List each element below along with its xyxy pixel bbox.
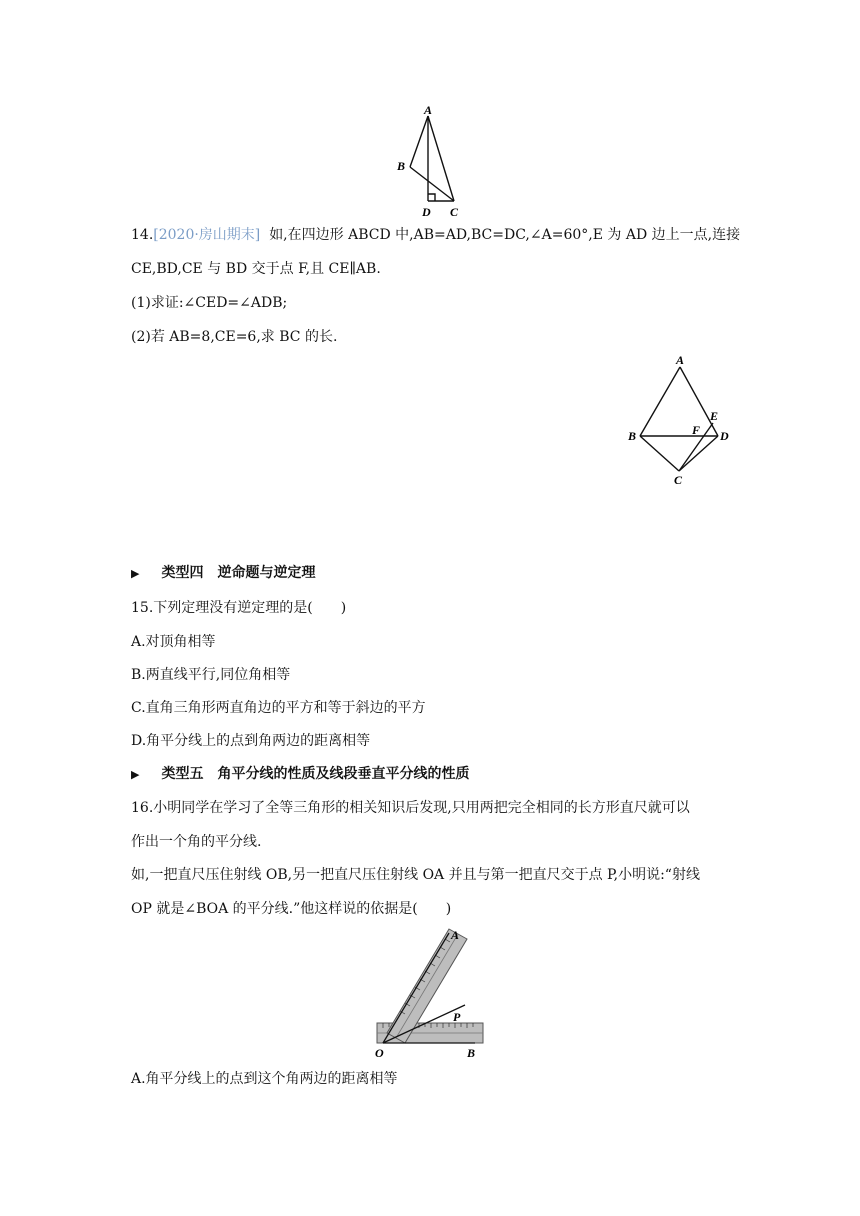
question-14-line-1 bbox=[131, 225, 740, 245]
question-source: [2020·房山期末] bbox=[153, 227, 261, 243]
point-label-b: B bbox=[397, 159, 406, 173]
question-16-line-4: OP 就是∠BOA 的平分线.”他这样说的依据是( ) bbox=[131, 901, 452, 917]
point-label-a: A bbox=[424, 103, 433, 117]
question-16-option-a: A.角平分线上的点到这个角两边的距离相等 bbox=[131, 1071, 398, 1087]
question-16-line-3: 如,一把直尺压住射线 OB,另一把直尺压住射线 OA 并且与第一把直尺交于点 P,小明说:“射线 bbox=[131, 867, 700, 883]
point-label-c: C bbox=[674, 473, 683, 487]
question-16-line-1: 16.小明同学在学习了全等三角形的相关知识后发现,只用两把完全相同的长方形直尺就可以 bbox=[131, 800, 690, 816]
rulers-figure-16 bbox=[365, 925, 495, 1063]
question-14-line-2: CE,BD,CE 与 BD 交于点 F,且 CE∥AB. bbox=[131, 261, 381, 277]
section-title: 类型四 逆命题与逆定理 bbox=[161, 565, 316, 581]
section-heading-type-5 bbox=[131, 764, 469, 785]
point-label-d: D bbox=[422, 205, 431, 219]
point-label-d: D bbox=[720, 429, 729, 443]
question-number: 14. bbox=[131, 227, 154, 243]
question-15-option-c: C.直角三角形两直角边的平方和等于斜边的平方 bbox=[131, 700, 426, 716]
point-label-b: B bbox=[628, 429, 637, 443]
triangle-figure-13 bbox=[390, 100, 470, 220]
question-14-part-2: (2)若 AB=8,CE=6,求 BC 的长. bbox=[131, 329, 338, 345]
quadrilateral-figure-14 bbox=[620, 350, 740, 490]
section-heading-type-4 bbox=[131, 563, 315, 584]
point-label-o: O bbox=[375, 1046, 384, 1060]
point-label-b: B bbox=[467, 1046, 476, 1060]
triangle-bullet-icon: ▶ bbox=[131, 768, 140, 781]
triangle-bullet-icon: ▶ bbox=[131, 567, 140, 580]
point-label-c: C bbox=[450, 205, 459, 219]
question-text: 如,在四边形 ABCD 中,AB=AD,BC=DC,∠A=60°,E 为 AD 边上一点,连接 bbox=[269, 227, 741, 243]
point-label-e: E bbox=[710, 409, 719, 423]
question-15-option-a: A.对顶角相等 bbox=[131, 634, 216, 650]
section-title: 类型五 角平分线的性质及线段垂直平分线的性质 bbox=[161, 766, 470, 782]
question-15-option-b: B.两直线平行,同位角相等 bbox=[131, 667, 291, 683]
point-label-p: P bbox=[453, 1010, 461, 1024]
question-15-option-d: D.角平分线上的点到角两边的距离相等 bbox=[131, 733, 371, 749]
point-label-a: A bbox=[451, 928, 460, 942]
point-label-a: A bbox=[676, 353, 685, 367]
question-14-part-1: (1)求证:∠CED=∠ADB; bbox=[131, 295, 288, 311]
question-15-stem: 15.下列定理没有逆定理的是( ) bbox=[131, 600, 347, 616]
point-label-f: F bbox=[692, 423, 701, 437]
question-16-line-2: 作出一个角的平分线. bbox=[131, 834, 262, 850]
